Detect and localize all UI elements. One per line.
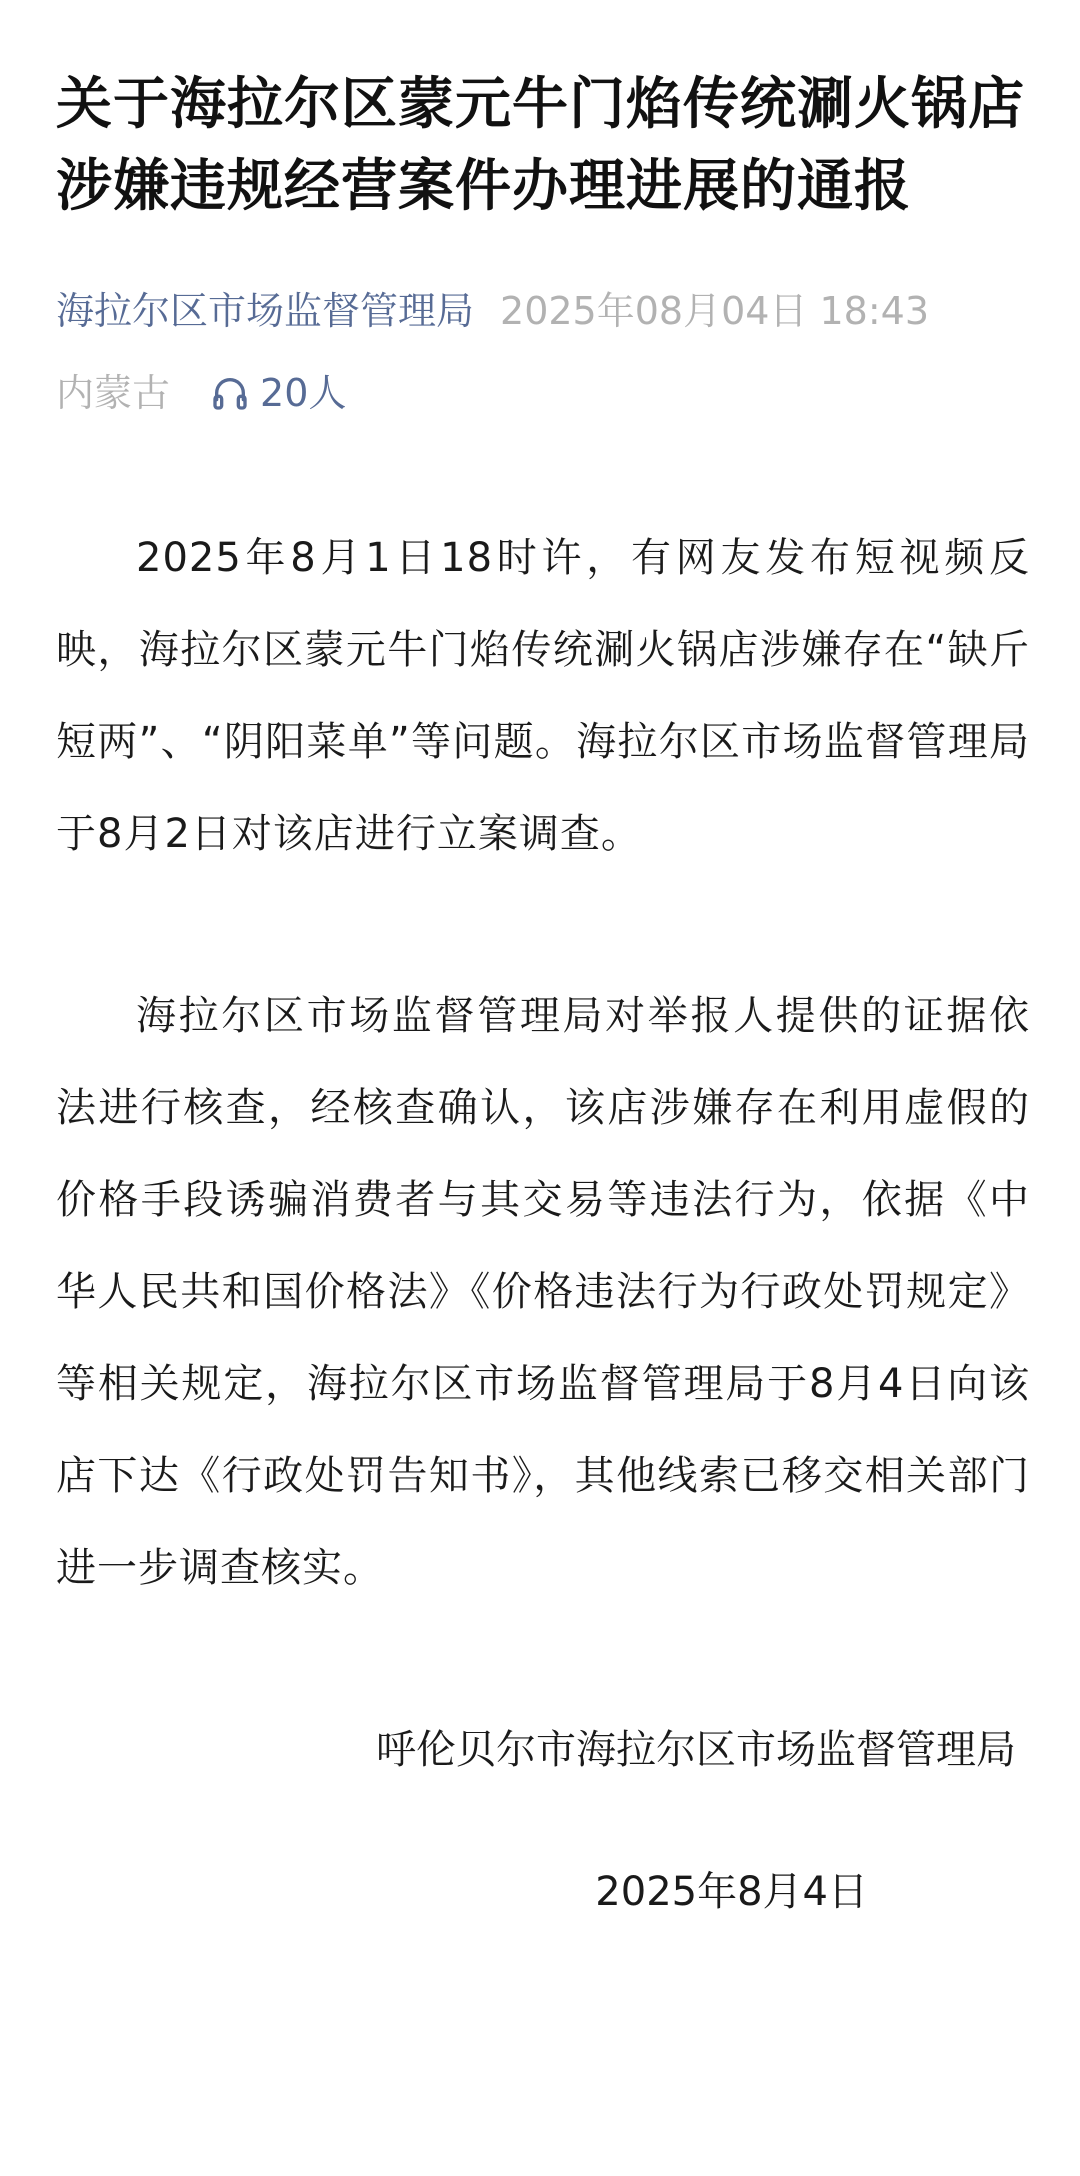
paragraph-2: 海拉尔区市场监督管理局对举报人提供的证据依法进行核查，经核查确认，该店涉嫌存在利用虚假的价格手段诱骗消费者与其交易等违法行为，依据《中华人民共和国价格法》《价格违法行为行政处罚规定》等相关规定，海拉尔区市场监督管理局于8月4日向该店下达《行政处罚告知书》，其他线索已移交相关部门进一步调查核实。 [56,993,1030,1591]
article [56,64,1030,1938]
source-account-link[interactable]: 海拉尔区市场监督管理局 [56,289,475,333]
listen-button[interactable] [210,352,346,434]
article-meta [56,270,1030,434]
publish-time: 2025年08月04日 18:43 [500,289,930,333]
headphones-icon [210,373,250,413]
region-label: 内蒙古 [56,371,171,415]
article-body [56,512,1030,1938]
signature-date: 2025年8月4日 [595,1869,868,1915]
meta-line-2 [56,352,1030,434]
paragraph-1: 2025年8月1日18时许，有网友发布短视频反映，海拉尔区蒙元牛门焰传统涮火锅店涉嫌存在“缺斤短两”、“阴阳菜单”等问题。海拉尔区市场监督管理局于8月2日对该店进行立案调查。 [56,535,1030,857]
listener-count: 20人 [260,371,347,415]
signature: 呼伦贝尔市海拉尔区市场监督管理局 [376,1727,1016,1773]
article-title: 关于海拉尔区蒙元牛门焰传统涮火锅店涉嫌违规经营案件办理进展的通报 [56,72,1025,219]
meta-line-1 [56,270,1030,352]
